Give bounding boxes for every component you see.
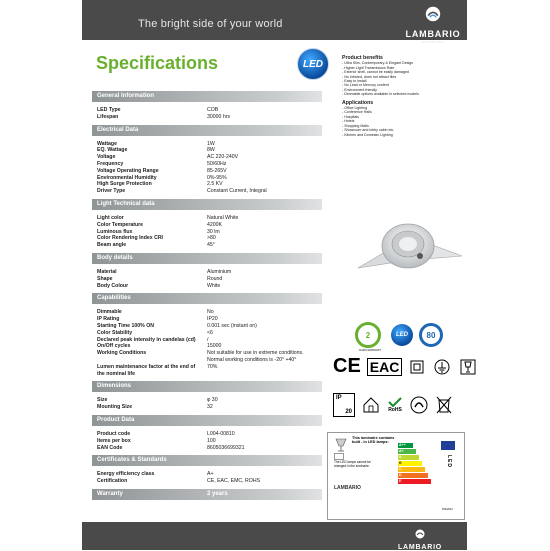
spec-row: Frequency 50/60Hz [97,160,227,167]
fragile-glass-icon [460,359,476,375]
feature-badges [355,322,449,352]
warranty-header [92,489,322,500]
section-rows [92,210,322,253]
insulation-class-icon [410,360,424,374]
application-item: - Shopping Malls [342,123,369,128]
energy-label [327,432,465,520]
compliance-icons [333,393,453,417]
spec-row: Energy efficiency class A+ [97,471,214,478]
spec-row: the nominal life [97,370,136,377]
rohs-text: RoHS [388,407,402,413]
brand-logo [398,6,468,44]
energy-scale [398,443,440,485]
spec-row: EAN Code 8605036699321 [97,444,245,451]
application-item: - Showroom and lobby cabin etc. [342,128,395,133]
spec-row: Color Rendering Index CRI >80 [97,235,216,242]
spec-row: Light color Natural White [97,214,239,221]
section-header: Certificates & Standards [92,455,322,466]
specs-table [92,91,322,500]
section-rows [92,264,322,293]
ip-text: IP [336,395,342,401]
benefit-item: - No infrared, does not attract flies [342,74,397,79]
energy-class-bar: E [398,479,431,484]
spec-row: Voltage Operating Range 85-265V [97,167,227,174]
lamp-icon [334,437,348,453]
spec-row: Material Aluminium [97,268,232,275]
benefit-item: - Easy to install [342,79,367,84]
energy-class-bar: A [398,455,419,460]
energy-class-bar: B [398,461,422,466]
benefit-item: - Dimmable options available in selected models [342,92,419,97]
page-title: Specifications [96,53,219,73]
spec-row: Items per box 100 [97,437,216,444]
benefits-title: Product benefits [342,55,383,61]
spec-row: Normal working conditions is -20° +40° [207,356,297,363]
rohs-check-icon [387,397,403,407]
label-brand: LAMBARIO [334,485,361,491]
label-text-builtin: This luminaire contains built - in LED lamps: [352,436,395,445]
label-led-text: LED [446,455,452,468]
section-rows [92,102,322,125]
benefit-item: - Ultra Slim, Contemporary & Elegant Design [342,61,414,66]
spec-row: Driver Type Constant Current, Integral [97,188,267,195]
spec-row: Beam angle 45° [97,242,215,249]
warranty-badge-text: YEARS WARRANTY [358,349,382,352]
ip20-icon [333,393,355,417]
rohs-mark [387,397,403,413]
application-item: - Conference Halls [342,110,372,115]
label-text-not-changeable: The LED lamps cannot be changed in the luminaire. [334,460,371,468]
eu-flag-icon [441,441,455,450]
application-item: - Hotels [342,119,355,124]
led-badge: LED [297,48,329,80]
section-header: Product Data [92,415,322,426]
product-image [350,190,466,310]
spec-row: Mounting Size 32 [97,404,213,411]
applications-title: Applications [342,99,374,106]
label-regulation-code: 874/2012 [442,508,453,511]
brand-name: LAMBARIO [405,29,461,39]
spec-row: Color Temperature 4200K [97,221,223,228]
section-rows [92,304,322,381]
spec-row: IP Rating IP20 [97,316,218,323]
led-lamp-icon [334,453,344,460]
spec-row: EQ. Wattage 8W [97,147,215,154]
section-rows [92,392,322,415]
brand-sub: ••••••••• [422,39,444,44]
spec-row: Body Colour White [97,282,221,289]
section-header: Body details [92,253,322,264]
section-header: Light Technical data [92,199,322,210]
spec-row: Working Conditions Not suitable for use in extreme conditions. [97,350,304,357]
benefit-item: - Higher Light Transmission Rate [342,65,395,70]
indoor-use-icon [361,395,381,415]
warranty-value: 2 years [207,490,228,497]
tagline: The bright side of your world [138,18,283,30]
energy-class-bar: A++ [398,443,413,448]
eac-mark: EAC [367,358,403,376]
ip-number: 20 [345,409,352,415]
spec-row: Wattage 1W [97,140,215,147]
ground-symbol-icon [434,359,450,375]
section-rows [92,426,322,455]
spec-row: Starting Time 100% ON 0.001 sec (instant on) [97,322,257,329]
spec-row: LED Type COB [97,107,219,113]
application-item: - Office Lighting [342,106,368,111]
benefit-item: - Environment friendly [342,87,377,92]
footer-logo [385,526,455,551]
spec-row: Size φ 30 [97,397,218,404]
spec-row: Dimmable No [97,309,214,316]
benefit-item: - Exterior shell, cannot be easily damaged [342,70,409,75]
warranty-years: 2 [365,330,371,340]
spec-row: Voltage AC 220-240V [97,154,239,161]
spec-row: Product code L004-00810 [97,430,235,437]
spec-row: Luminous flux 30 lm [97,228,220,235]
section-header: Capabilities [92,293,322,304]
spec-row: On/Off cycles 15000 [97,343,222,350]
section-rows [92,136,322,199]
section-rows [92,466,322,489]
warranty-badge [355,322,382,352]
warranty-label: Warranty [97,490,123,497]
section-header: General Information [92,91,322,102]
section-header: Electrical Data [92,125,322,136]
recycle-icon [409,395,429,415]
lambario-mark-icon [425,6,441,22]
ce-mark: CE [333,355,361,377]
led-round-badge: LED [391,324,413,346]
application-item: - Kitchen and Domestic Lighting [342,132,393,137]
section-header: Dimensions [92,381,322,392]
spec-row: High Surge Protection 2.5 KV [97,181,223,188]
certification-marks [333,355,476,378]
spec-row: Color Stability <6 [97,329,213,336]
spec-row: Declared peak intensity in candelas (cd) / [97,336,209,343]
spec-row: Certification CE, EAC, EMC, ROHS [97,478,261,485]
energy-class-bar: A+ [398,449,416,454]
energy-class-bar: C [398,467,425,472]
spec-row: Environmental Humidity 0%-95% [97,174,227,181]
lambario-mark-icon [415,529,425,539]
energy-class-bar: D [398,473,428,478]
application-item: - Hospitals [342,114,359,119]
benefit-item: - No Lead or Mercury content [342,83,389,88]
cri-badge: 80 [419,323,443,347]
spec-row: Shape Round [97,275,223,282]
weee-bin-icon [435,395,453,415]
spec-row: Lifespan 30000 hrs [97,113,231,120]
footer-brand-name: LAMBARIO [397,544,443,551]
benefits-panel [342,56,462,137]
spec-row: Lumen maintenance factor at the end of 70% [97,363,218,370]
